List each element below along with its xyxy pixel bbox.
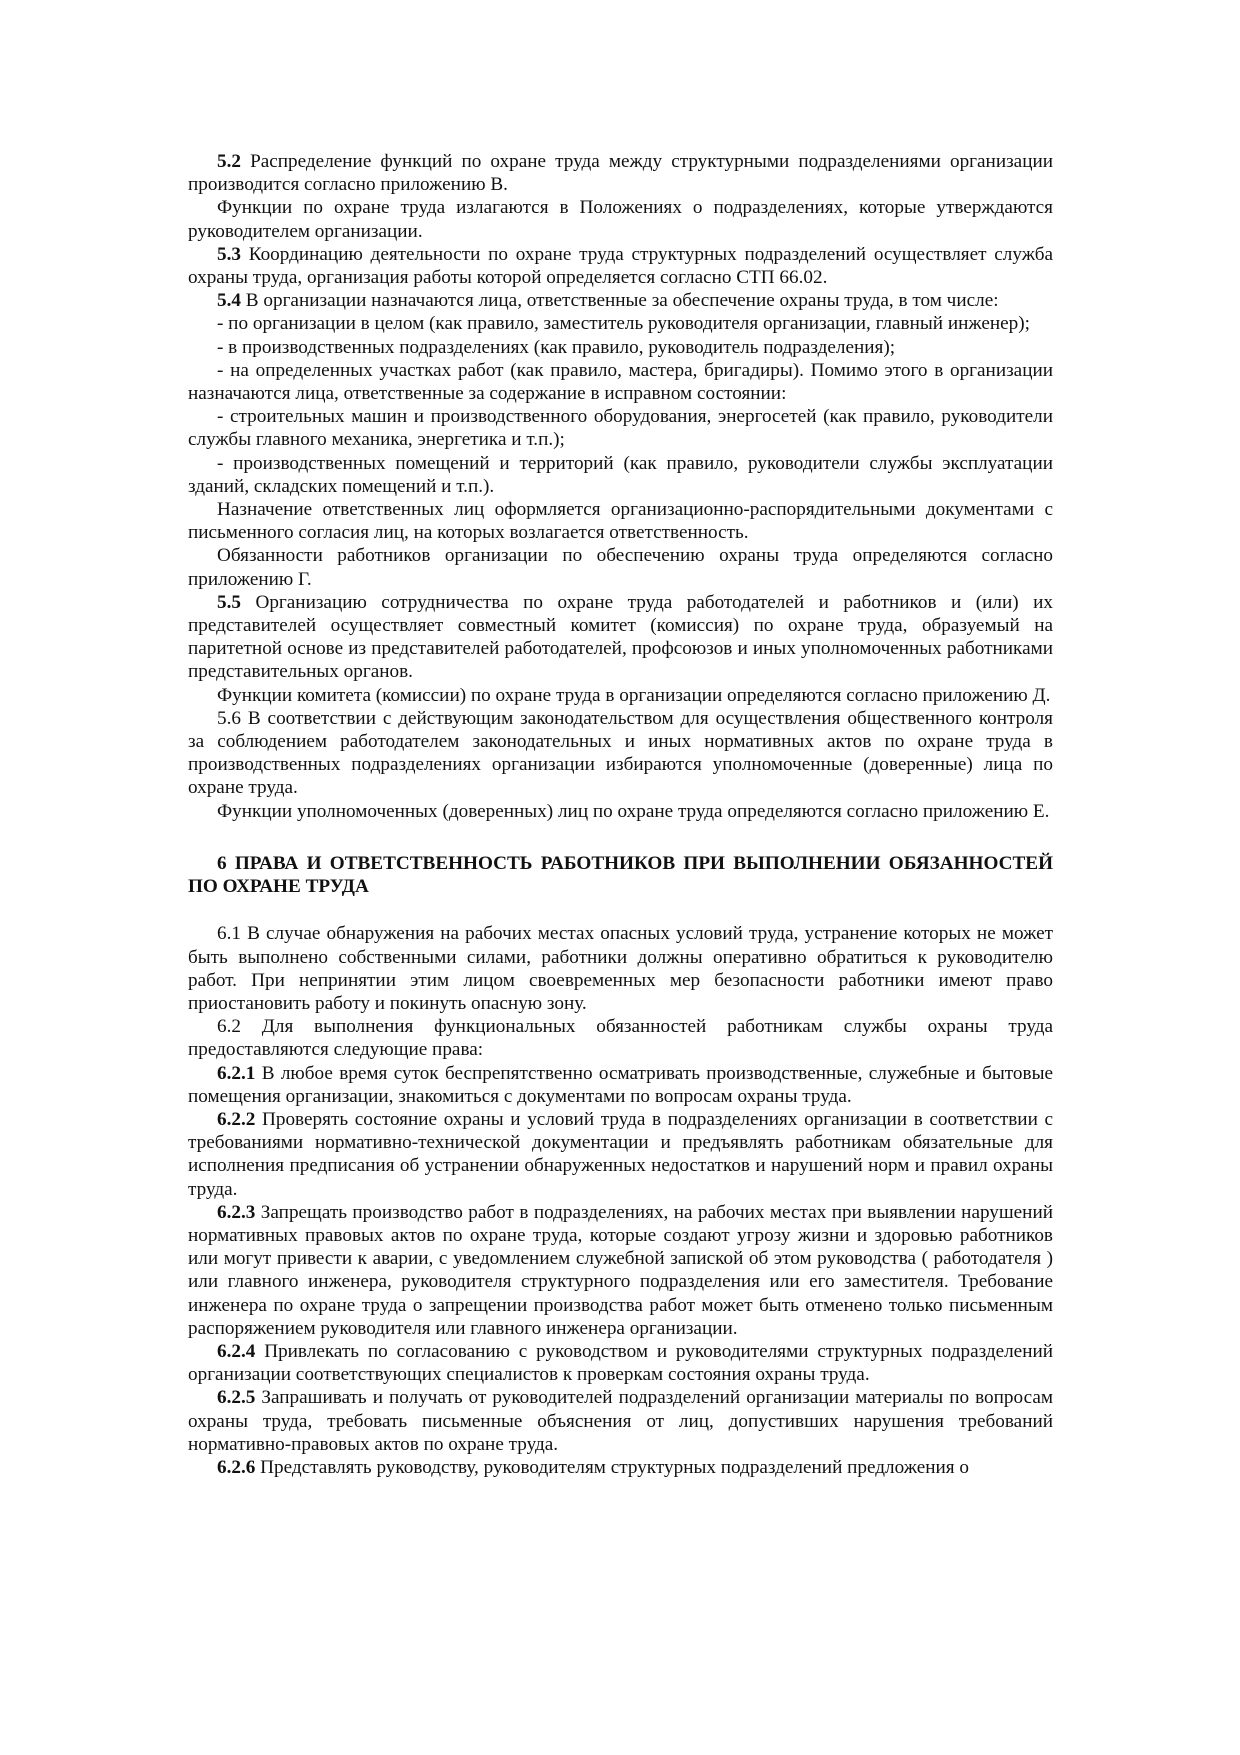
paragraph	[188, 1015, 1053, 1061]
paragraph-text: Функции комитета (комиссии) по охране труда в организации определяются согласно приложению Д.	[217, 684, 1051, 706]
clause-number: 6.2.2	[217, 1108, 256, 1130]
paragraph	[188, 243, 1053, 289]
paragraph-text: 5.6 В соответствии с действующим законодательством для осуществления общественного контроля за соблюдением работодателем законодательных и иных нормативных актов по охране труда в производственных подразделениях организации избираются уполномоченные (доверенные) лица по охране труда.	[188, 707, 1053, 799]
paragraph	[188, 544, 1053, 590]
paragraph	[188, 684, 1053, 707]
paragraph	[188, 359, 1053, 405]
paragraph	[188, 591, 1053, 684]
paragraph	[188, 1062, 1053, 1108]
paragraph-text: 6.2 Для выполнения функциональных обязанностей работникам службы охраны труда предоставляются следующие права:	[188, 1016, 1053, 1061]
paragraph-text: - производственных помещений и территорий (как правило, руководители службы эксплуатации зданий, складских помещений и т.п.).	[188, 452, 1053, 497]
paragraph-text: Обязанности работников организации по обеспечению охраны труда определяются согласно приложению Г.	[188, 545, 1053, 590]
paragraph-text: Организацию сотрудничества по охране труда работодателей и работников и (или) их представителей осуществляет совместный комитет (комиссия) по охране труда, образуемый на паритетной основе из представителей работодателей, профсоюзов и иных уполномоченных работниками представительных органов.	[188, 591, 1053, 683]
paragraph	[188, 1108, 1053, 1201]
paragraph-text: Запрещать производство работ в подразделениях, на рабочих местах при выявлении нарушений нормативных правовых актов по охране труда, которые создают угрозу жизни и здоровью работников или могут привести к аварии, с уведомлением служебной запиской об этом руководства ( работодателя ) или главного инженера, руководителя структурного подразделения или его заместителя. Требование инженера по охране труда о запрещении производства работ может быть отменено только письменным распоряжением руководителя или главного инженера организации.	[188, 1201, 1053, 1339]
paragraph-text: В любое время суток беспрепятственно осматривать производственные, служебные и бытовые помещения организации, знакомиться с документами по вопросам охраны труда.	[188, 1062, 1053, 1107]
paragraph	[188, 800, 1053, 823]
paragraph-text: Привлекать по согласованию с руководством и руководителями структурных подразделений организации соответствующих специалистов к проверкам состояния охраны труда.	[188, 1340, 1053, 1386]
paragraph	[188, 289, 1053, 312]
paragraph	[188, 452, 1053, 498]
clause-number: 5.3	[217, 243, 241, 265]
clause-number: 6.2.5	[217, 1387, 256, 1409]
paragraph-text: Запрашивать и получать от руководителей подразделений организации материалы по вопросам охраны труда, требовать письменные объяснения от лиц, допустивших нарушения требований нормативно-правовых актов по охране труда.	[188, 1387, 1053, 1455]
paragraph	[188, 1456, 1053, 1479]
clause-number: 5.4	[217, 290, 241, 312]
paragraph	[188, 196, 1053, 242]
section-6-body	[188, 922, 1053, 1479]
clause-number: 6.2.3	[217, 1201, 256, 1223]
paragraph	[188, 1201, 1053, 1340]
clause-number: 5.5	[217, 591, 241, 613]
paragraph	[188, 707, 1053, 800]
paragraph-text: - строительных машин и производственного оборудования, энергосетей (как правило, руководители службы главного механика, энергетика и т.п.);	[188, 406, 1053, 451]
heading-spacer	[188, 898, 1053, 922]
clause-number: 6.2.6	[217, 1456, 256, 1478]
paragraph-text: Представлять руководству, руководителям структурных подразделений предложения о	[255, 1456, 969, 1478]
paragraph-text: - на определенных участках работ (как правило, мастера, бригадиры). Помимо этого в организации назначаются лица, ответственные за содержание в исправном состоянии:	[188, 359, 1053, 405]
clause-number: 6.2.4	[217, 1340, 256, 1362]
paragraph-text: Распределение функций по охране труда между структурными подразделениями организации производится согласно приложению В.	[188, 151, 1053, 196]
section-6-heading: 6 ПРАВА И ОТВЕТСТВЕННОСТЬ РАБОТНИКОВ ПРИ ВЫПОЛНЕНИИ ОБЯЗАННОСТЕЙ ПО ОХРАНЕ ТРУДА	[188, 852, 1053, 898]
paragraph	[188, 1386, 1053, 1456]
clause-number: 5.2	[217, 151, 241, 172]
paragraph-text: 6.1 В случае обнаружения на рабочих местах опасных условий труда, устранение которых не может быть выполнено собственными силами, работники должны оперативно обратиться к руководителю работ. При непринятии этим лицом своевременных мер безопасности работники имеют право приостановить работу и покинуть опасную зону.	[188, 923, 1053, 1014]
paragraph	[188, 922, 1053, 1015]
clause-number: 6.2.1	[217, 1062, 256, 1084]
paragraph	[188, 498, 1053, 544]
paragraph-text: Координацию деятельности по охране труда структурных подразделений осуществляет служба охраны труда, организация работы которой определяется согласно СТП 66.02.	[188, 243, 1053, 289]
document-page	[188, 150, 1053, 1479]
paragraph-text: - в производственных подразделениях (как правило, руководитель подразделения);	[217, 336, 896, 358]
section-5-body	[188, 150, 1053, 823]
paragraph	[188, 1340, 1053, 1386]
paragraph	[188, 312, 1053, 335]
paragraph	[188, 150, 1053, 196]
paragraph-text: Функции уполномоченных (доверенных) лиц по охране труда определяются согласно приложению Е.	[217, 800, 1050, 822]
paragraph	[188, 336, 1053, 359]
paragraph-text: Назначение ответственных лиц оформляется организационно-распорядительными документами с письменного согласия лиц, на которых возлагается ответственность.	[188, 499, 1053, 544]
paragraph-text: - по организации в целом (как правило, заместитель руководителя организации, главный инженер);	[217, 313, 1030, 335]
paragraph-text: Проверять состояние охраны и условий труда в подразделениях организации в соответствии с требованиями нормативно-технической документации и предъявлять работникам обязательные для исполнения предписания об устранении обнаруженных недостатков и нарушений норм и правил охраны труда.	[188, 1108, 1053, 1200]
paragraph-text: Функции по охране труда излагаются в Положениях о подразделениях, которые утверждаются руководителем организации.	[188, 197, 1053, 242]
paragraph-text: В организации назначаются лица, ответственные за обеспечение охраны труда, в том числе:	[240, 290, 999, 312]
paragraph	[188, 405, 1053, 451]
